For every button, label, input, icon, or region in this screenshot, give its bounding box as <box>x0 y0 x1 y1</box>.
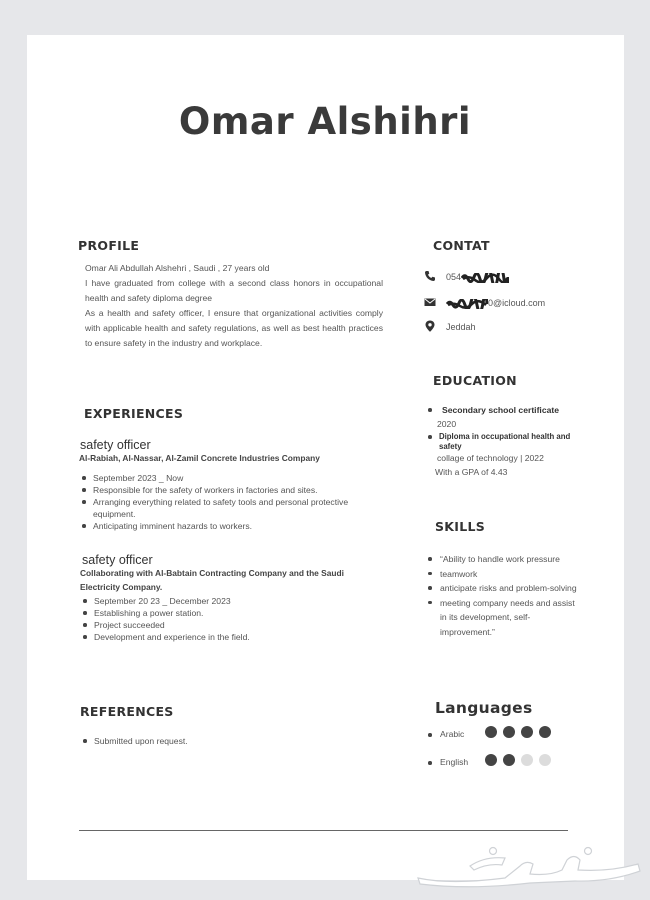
bullet <box>428 761 432 765</box>
list-item: September 2023 _ Now <box>80 472 380 484</box>
resume-name: Omar Alshihri <box>178 100 472 143</box>
level-dot-filled <box>539 726 551 738</box>
education-detail-2: collage of technology | 2022 <box>437 453 544 463</box>
level-dot-filled <box>521 726 533 738</box>
education-gpa: With a GPA of 4.43 <box>435 467 508 477</box>
list-item: September 20 23 _ December 2023 <box>81 595 381 607</box>
bullet <box>428 733 432 737</box>
list-item: Submitted upon request. <box>81 735 381 747</box>
list-item: Responsible for the safety of workers in factories and sites. <box>80 484 380 496</box>
education-year-1: 2020 <box>437 419 457 429</box>
job-bullets-1 <box>80 472 380 532</box>
skills-heading: SKILLS <box>435 519 486 534</box>
list-item: Project succeeded <box>81 619 381 631</box>
language-name: English <box>440 757 469 767</box>
list-item: Development and experience in the field. <box>81 631 381 643</box>
experiences-heading: EXPERIENCES <box>84 406 184 421</box>
list-item: anticipate risks and problem-solving <box>427 581 577 596</box>
phone-icon <box>424 270 436 282</box>
location-text: Jeddah <box>446 322 476 332</box>
level-dot-filled <box>485 726 497 738</box>
education-title-2: Diploma in occupational health and safety <box>439 432 571 451</box>
language-level-dots <box>485 726 557 740</box>
skills-list <box>427 552 577 639</box>
job-bullets-2 <box>81 595 381 643</box>
level-dot-empty <box>521 754 533 766</box>
phone-text: 054 <box>446 272 462 282</box>
bullet <box>428 408 432 412</box>
email-text: 0@icloud.com <box>488 298 546 308</box>
list-item: “Ability to handle work pressure <box>427 552 577 567</box>
profile-text <box>85 261 383 351</box>
job-title-2: safety officer <box>82 553 153 567</box>
redaction-scribble <box>446 299 488 309</box>
level-dot-filled <box>503 726 515 738</box>
profile-para2: As a health and safety officer, I ensure that organizational activities comply with applicable health and safety regulations, as well as best health practices to ensure safety in the industry and workplace. <box>85 308 383 348</box>
email-icon <box>424 296 436 308</box>
education-heading: EDUCATION <box>433 373 517 388</box>
bottom-divider <box>79 830 568 831</box>
list-item: meeting company needs and assist in its development, self-improvement.” <box>427 596 577 640</box>
list-item: Arranging everything related to safety tools and personal protective equipment. <box>80 496 380 520</box>
watermark-logo <box>410 838 645 893</box>
profile-line1: Omar Ali Abdullah Alshehri , Saudi , 27 years old <box>85 263 270 273</box>
profile-para1: I have graduated from college with a second class honors in occupational health and safety diploma degree <box>85 278 383 303</box>
list-item: Establishing a power station. <box>81 607 381 619</box>
location-pin-icon <box>424 319 436 333</box>
languages-heading: Languages <box>435 699 533 717</box>
profile-heading: PROFILE <box>78 238 140 253</box>
job-company-1: Al-Rabiah, Al-Nassar, Al-Zamil Concrete Industries Company <box>79 453 320 463</box>
bullet <box>428 435 432 439</box>
language-name: Arabic <box>440 729 465 739</box>
references-list <box>81 735 381 747</box>
job-company-2: Collaborating with Al-Babtain Contracting Company and the Saudi Electricity Company. <box>80 568 344 592</box>
level-dot-filled <box>485 754 497 766</box>
list-item: Anticipating imminent hazards to workers. <box>80 520 380 532</box>
list-item: teamwork <box>427 567 577 582</box>
education-title-1: Secondary school certificate <box>442 405 560 415</box>
redaction-scribble <box>461 273 509 283</box>
level-dot-empty <box>539 754 551 766</box>
job-title-1: safety officer <box>80 438 151 452</box>
contact-heading: CONTAT <box>433 238 490 253</box>
references-heading: REFERENCES <box>80 704 174 719</box>
language-level-dots <box>485 754 557 768</box>
level-dot-filled <box>503 754 515 766</box>
